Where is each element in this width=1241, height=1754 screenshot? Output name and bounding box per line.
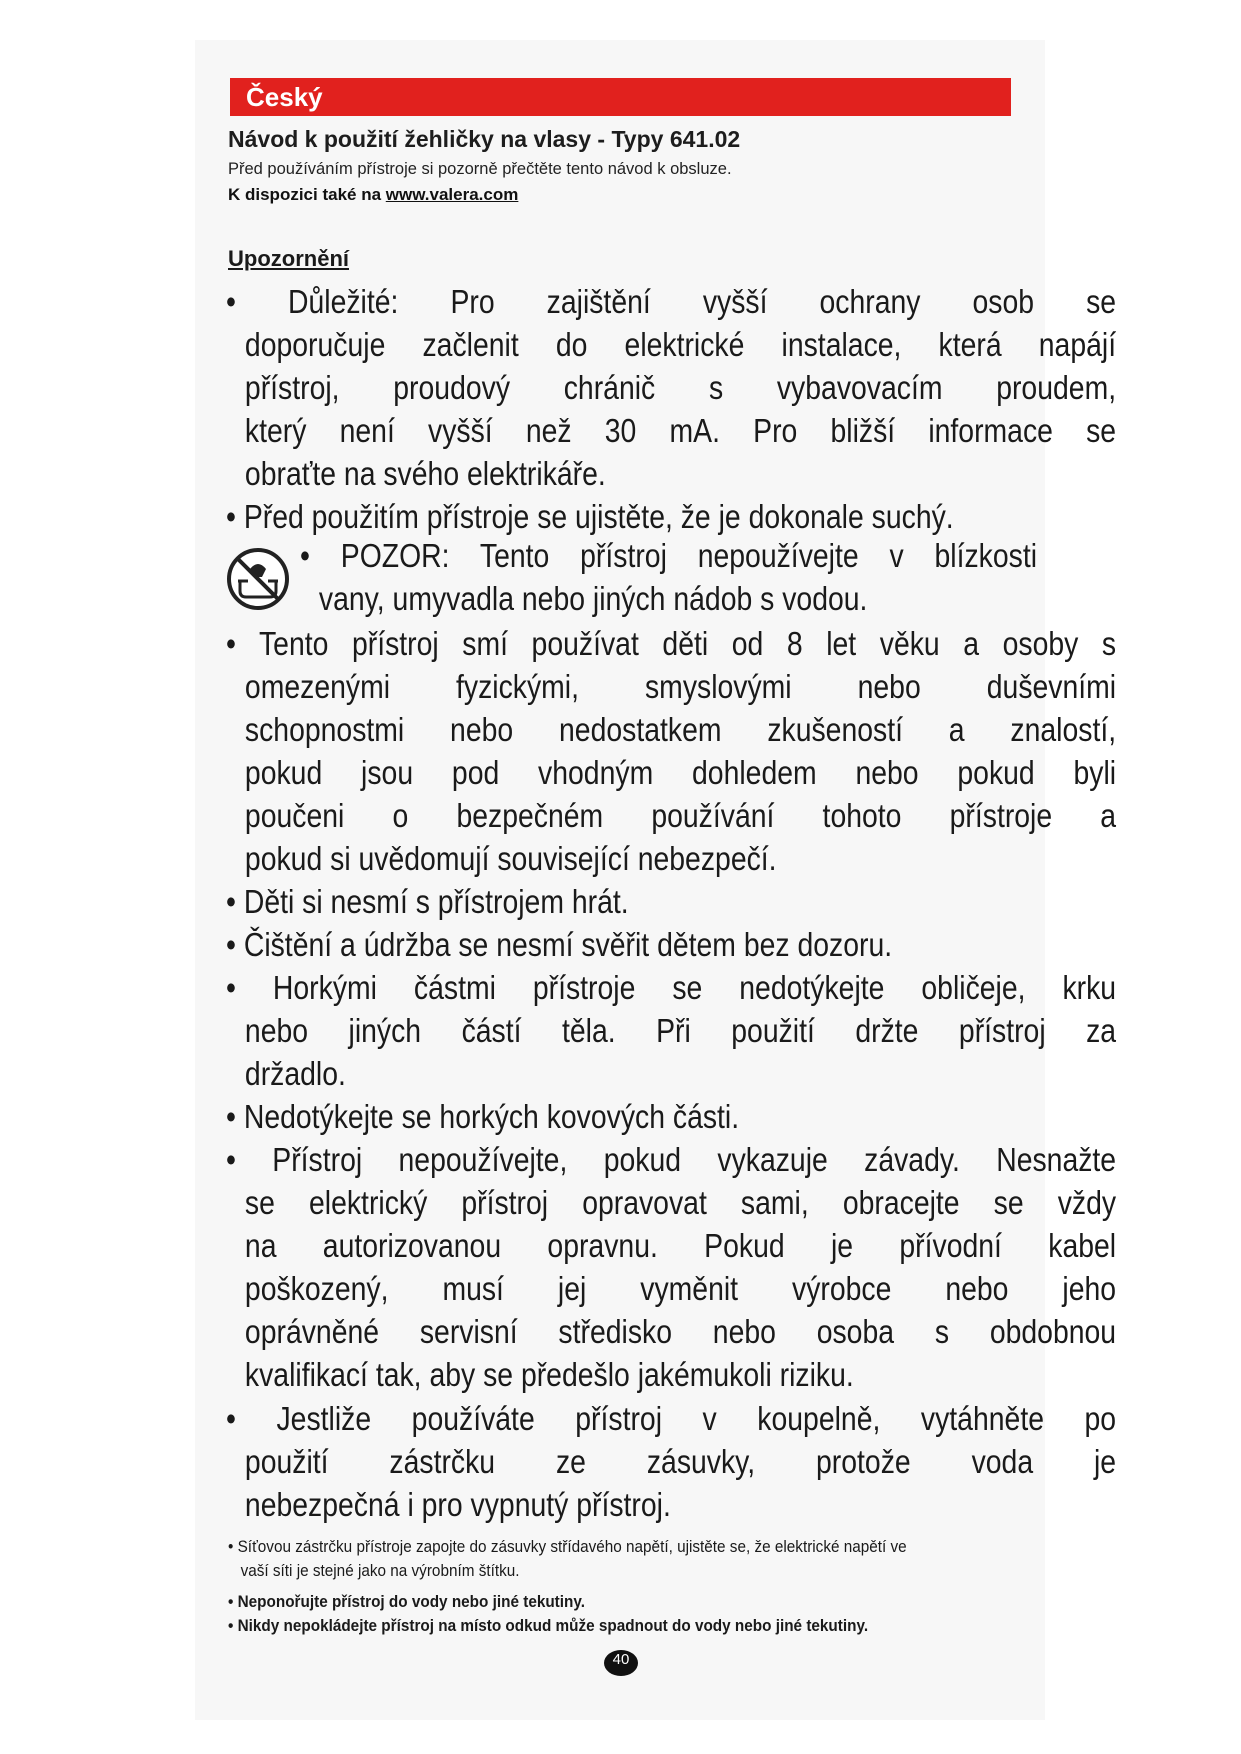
text-line: • Před použitím přístroje se ujistěte, že je dokonale suchý. <box>226 498 954 535</box>
text-line: vaší síti je stejné jako na výrobním štítku. <box>240 1561 520 1580</box>
text-line: • Tento přístroj smí používat děti od 8 let věku a osoby s <box>226 625 1117 662</box>
text-line: na autorizovanou opravnu. Pokud je přívodní kabel <box>244 1227 1117 1264</box>
text-line: který není vyšší než 30 mA. Pro bližší informace se <box>244 412 1117 449</box>
note-immerse: • Neponořujte přístroj do vody nebo jiné tekutiny. <box>228 1592 586 1611</box>
availability-prefix: K dispozici také na <box>228 185 386 204</box>
text-line: použití zástrčku ze zásuvky, protože voda je <box>244 1443 1117 1480</box>
text-line: pokud jsou pod vhodným dohledem nebo pokud byli <box>244 754 1117 791</box>
document-subtitle: Před používáním přístroje si pozorně přečtěte tento návod k obsluze. <box>228 160 732 178</box>
warning-item-cleaning <box>226 923 892 966</box>
text-line: kvalifikací tak, aby se předešlo jakémukoli riziku. <box>244 1356 854 1393</box>
text-line: • Důležité: Pro zajištění vyšší ochrany osob se <box>226 283 1117 320</box>
text-line: • Nedotýkejte se horkých kovových části. <box>226 1098 740 1135</box>
note-voltage <box>228 1535 907 1583</box>
text-line: • Horkými částmi přístroje se nedotýkejte obličeje, krku <box>226 969 1117 1006</box>
availability-note <box>228 185 518 205</box>
text-line: • Děti si nesmí s přístrojem hrát. <box>226 883 629 920</box>
page-number: 40 <box>604 1650 638 1676</box>
text-line: nebo jiných částí těla. Při použití držte přístroj za <box>244 1012 1117 1049</box>
warning-item-metal <box>226 1095 739 1138</box>
text-line: • Jestliže používáte přístroj v koupelně, vytáhněte po <box>226 1400 1117 1437</box>
warnings-heading: Upozornění <box>228 246 349 271</box>
text-line: doporučuje začlenit do elektrické instalace, která napájí <box>244 326 1117 363</box>
warning-item-rcd <box>226 280 1116 495</box>
no-water-icon <box>224 545 292 613</box>
text-line: pokud si uvědomují související nebezpečí. <box>244 840 777 877</box>
document-title: Návod k použití žehličky na vlasy - Typy 641.02 <box>228 126 741 152</box>
warning-item-play <box>226 880 629 923</box>
text-line: vany, umyvadla nebo jiných nádob s vodou. <box>318 580 868 617</box>
text-line: • Čištění a údržba se nesmí svěřit dětem bez dozoru. <box>226 926 893 963</box>
warning-item-defects <box>226 1138 1116 1396</box>
text-line: poučeni o bezpečném používání tohoto přístroje a <box>244 797 1117 834</box>
text-line: poškozený, musí jej vyměnit výrobce nebo jeho <box>244 1270 1117 1307</box>
text-line: obraťte na svého elektrikáře. <box>244 455 606 492</box>
text-line: přístroj, proudový chránič s vybavovacím proudem, <box>244 369 1117 406</box>
text-line: se elektrický přístroj opravovat sami, obracejte se vždy <box>244 1184 1117 1221</box>
note-placement: • Nikdy nepokládejte přístroj na místo odkud může spadnout do vody nebo jiné tekutiny. <box>228 1616 869 1635</box>
language-banner <box>230 78 1011 116</box>
text-line: omezenými fyzickými, smyslovými nebo duševními <box>244 668 1117 705</box>
warning-item-children <box>226 622 1116 880</box>
text-line: oprávněné servisní středisko nebo osoba s obdobnou <box>244 1313 1117 1350</box>
text-line: • Přístroj nepoužívejte, pokud vykazuje závady. Nesnažte <box>226 1141 1117 1178</box>
warning-item-bathroom <box>226 1397 1116 1526</box>
warning-item-dry <box>226 495 954 538</box>
text-line: schopnostmi nebo nedostatkem zkušeností a znalostí, <box>244 711 1117 748</box>
text-line: • Síťovou zástrčku přístroje zapojte do zásuvky střídavého napětí, ujistěte se, že elektrické napětí ve <box>228 1537 907 1556</box>
text-line: nebezpečná i pro vypnutý přístroj. <box>244 1486 671 1523</box>
text-line: držadlo. <box>244 1055 346 1092</box>
warning-item-water <box>300 534 1037 620</box>
text-line: • POZOR: Tento přístroj nepoužívejte v blízkosti <box>300 537 1038 574</box>
language-label: Český <box>246 82 323 112</box>
website-link[interactable]: www.valera.com <box>385 185 519 204</box>
warning-item-hot-parts <box>226 966 1116 1095</box>
